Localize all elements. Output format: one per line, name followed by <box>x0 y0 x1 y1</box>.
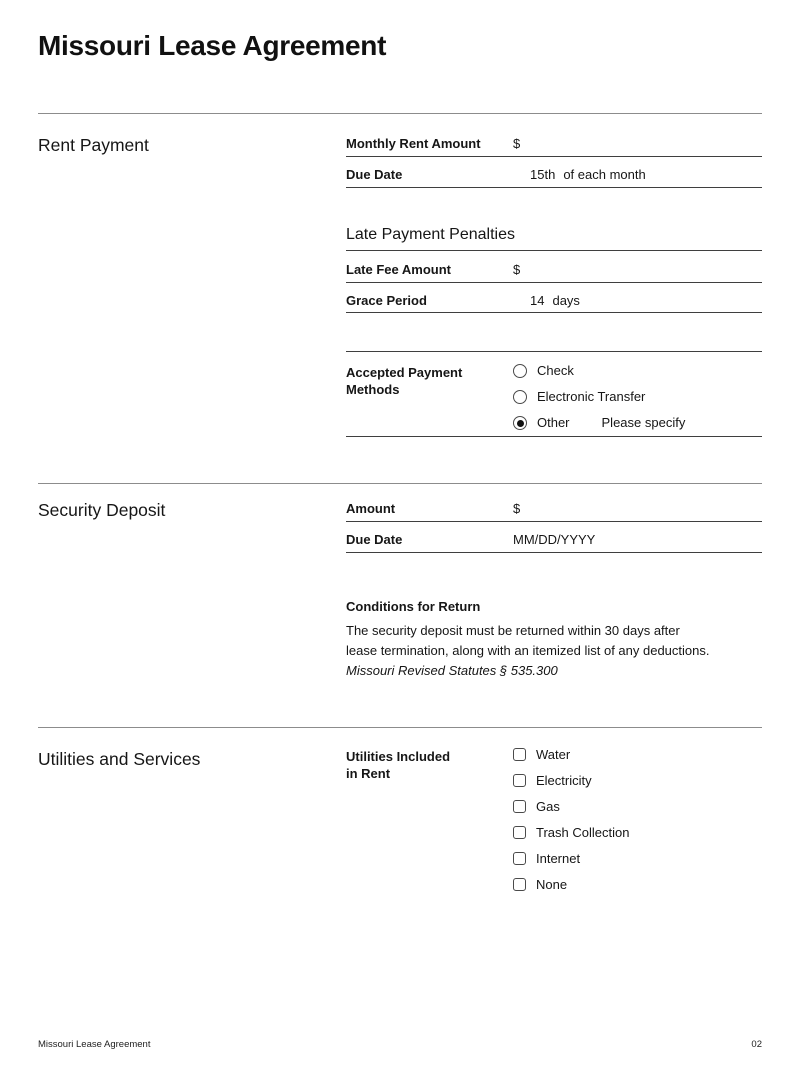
page-footer <box>38 1039 762 1051</box>
due-date-input[interactable] <box>513 166 762 183</box>
field-row-grace-period <box>346 283 762 313</box>
accepted-payment-methods-group <box>346 351 762 437</box>
monthly-rent-amount-label: Monthly Rent Amount <box>346 136 481 151</box>
utilities-included-label: Utilities Included in Rent <box>346 748 451 781</box>
page-title: Missouri Lease Agreement <box>38 30 387 61</box>
checkbox-option-label: Trash Collection <box>536 824 630 840</box>
due-date-suffix: of each month <box>563 167 646 182</box>
checkbox-option-none[interactable] <box>513 878 762 892</box>
section-title-security-deposit: Security Deposit <box>38 500 166 520</box>
checkbox-option-label: Internet <box>536 850 581 866</box>
utilities-included-group <box>346 748 762 892</box>
field-row-late-fee <box>346 251 762 283</box>
currency-prefix: $ <box>513 262 521 277</box>
checkbox-icon[interactable] <box>513 826 526 839</box>
section-rent-payment <box>38 114 762 437</box>
radio-option-check[interactable] <box>513 364 762 378</box>
checkbox-option-label: Gas <box>536 798 560 814</box>
radio-selected-icon[interactable] <box>513 416 527 430</box>
grace-period-label: Grace Period <box>346 293 427 308</box>
accepted-payment-methods-label: Accepted Payment Methods <box>346 365 463 397</box>
checkbox-option-water[interactable] <box>513 748 762 762</box>
currency-prefix: $ <box>513 136 521 151</box>
late-fee-amount-input[interactable] <box>513 261 762 278</box>
radio-option-label: Other <box>537 415 570 430</box>
checkbox-icon[interactable] <box>513 852 526 865</box>
checkbox-option-trash-collection[interactable] <box>513 826 762 840</box>
conditions-for-return-body: The security deposit must be returned within 30 days after lease termination, along with an itemized list of any deductions. <box>346 623 710 658</box>
conditions-for-return-heading: Conditions for Return <box>346 599 481 614</box>
checkbox-icon[interactable] <box>513 774 526 787</box>
deposit-due-date-value[interactable]: MM/DD/YYYY <box>513 532 596 547</box>
checkbox-option-gas[interactable] <box>513 800 762 814</box>
section-utilities-and-services <box>38 728 762 892</box>
subsection-title-late-payment-penalties: Late Payment Penalties <box>346 225 762 251</box>
late-fee-amount-label: Late Fee Amount <box>346 262 451 277</box>
currency-prefix: $ <box>513 501 521 516</box>
checkbox-icon[interactable] <box>513 878 526 891</box>
footer-document-title: Missouri Lease Agreement <box>38 1039 151 1050</box>
radio-icon[interactable] <box>513 390 527 404</box>
deposit-due-date-label: Due Date <box>346 532 403 547</box>
section-title-utilities-and-services: Utilities and Services <box>38 748 201 769</box>
due-date-label: Due Date <box>346 167 403 182</box>
radio-option-other[interactable] <box>513 416 762 430</box>
grace-period-suffix: days <box>552 293 580 308</box>
checkbox-option-label: Electricity <box>536 772 592 788</box>
checkbox-option-internet[interactable] <box>513 852 762 866</box>
field-row-due-date <box>346 157 762 188</box>
radio-icon[interactable] <box>513 364 527 378</box>
conditions-for-return-note <box>346 598 762 681</box>
deposit-amount-label: Amount <box>346 501 396 516</box>
radio-option-label: Check <box>537 363 574 378</box>
radio-option-label: Electronic Transfer <box>537 389 646 404</box>
field-row-monthly-rent <box>346 126 762 157</box>
please-specify-input[interactable]: Please specify <box>601 415 686 430</box>
document-page <box>0 30 800 892</box>
grace-period-value[interactable]: 14 <box>530 293 545 308</box>
monthly-rent-amount-input[interactable] <box>513 135 762 152</box>
footer-page-number: 02 <box>751 1039 762 1050</box>
field-row-deposit-due-date <box>346 522 762 553</box>
deposit-due-date-input[interactable] <box>513 531 762 548</box>
deposit-amount-input[interactable] <box>513 500 762 517</box>
section-security-deposit <box>38 484 762 681</box>
checkbox-option-label: Water <box>536 746 571 762</box>
checkbox-option-label: None <box>536 876 568 892</box>
field-row-deposit-amount <box>346 491 762 522</box>
grace-period-input[interactable] <box>513 292 762 309</box>
radio-option-electronic-transfer[interactable] <box>513 390 762 404</box>
checkbox-icon[interactable] <box>513 800 526 813</box>
checkbox-option-electricity[interactable] <box>513 774 762 788</box>
statute-citation: Missouri Revised Statutes § 535.300 <box>346 663 558 678</box>
section-title-rent-payment: Rent Payment <box>38 135 149 155</box>
due-date-value[interactable]: 15th <box>530 167 556 182</box>
checkbox-icon[interactable] <box>513 748 526 761</box>
